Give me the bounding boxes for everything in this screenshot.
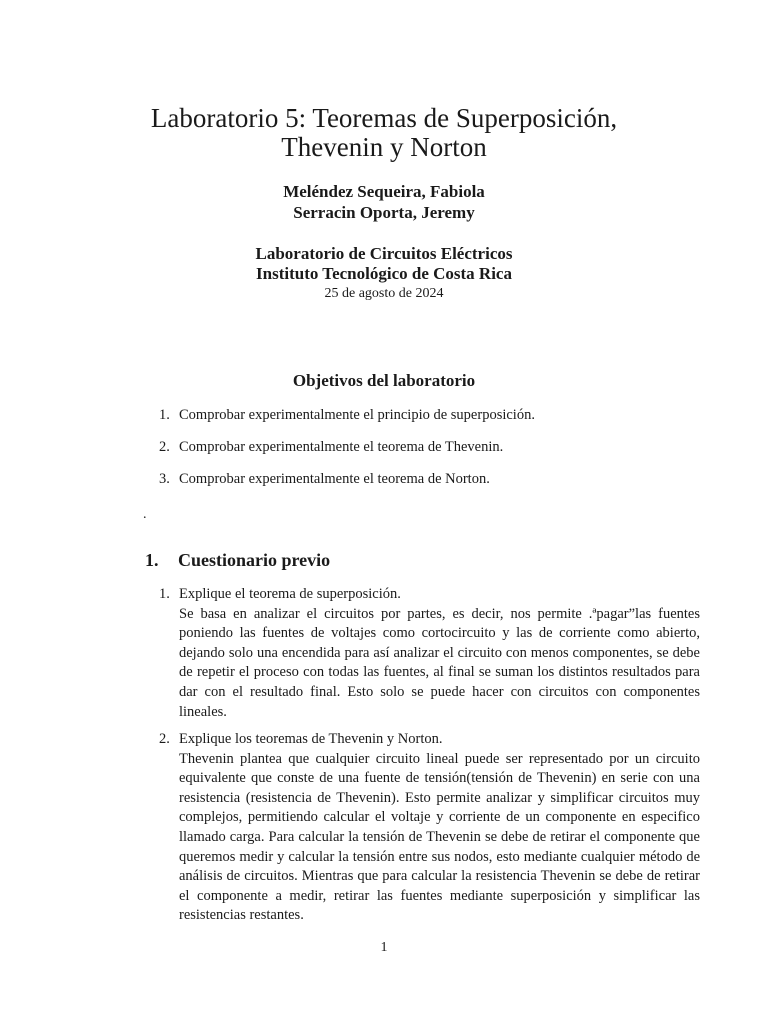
objective-item [145,470,700,490]
section-number: 1. [145,550,159,570]
objectives-heading: Objetivos del laboratorio [292,371,476,390]
answer-text: Se basa en analizar el circuitos por partes, es decir, nos permite .ªpagar”las fuentes poniendo las fuentes de voltajes como cortocircuito y las de corriente como abierto, dejando solo una encendida para así analizar el circuito con menos componentes, se debe de repetir el proceso con todas las fuentes, al final se suman los distintos resultados para dar con el resultado final. Esto solo se puede hacer con circuitos con componentes lineales. [179,605,700,720]
question-body [179,585,700,722]
objective-item [145,406,700,426]
author-list [60,181,708,223]
author-name: Serracin Oporta, Jeremy [293,203,475,222]
author-name: Meléndez Sequeira, Fabiola [283,182,485,201]
page-number: 1 [380,940,388,955]
question-body [179,730,700,926]
objective-text: Comprobar experimentalmente el principio de superposición. [179,407,535,423]
affiliation [60,244,708,284]
section-title: Cuestionario previo [178,550,331,570]
stray-period: . [143,507,147,522]
question-item [145,730,700,926]
question-item [145,585,700,722]
objective-number: 1. [159,407,170,423]
paper-date: 25 de agosto de 2024 [324,286,444,301]
question-text: Explique los teoremas de Thevenin y Norton. [179,731,443,747]
section-heading [145,548,330,572]
title-line-2: Thevenin y Norton [281,132,487,162]
affiliation-line-1: Laboratorio de Circuitos Eléctricos [255,244,513,263]
objective-item [145,438,700,458]
question-number: 2. [159,731,170,747]
objective-text: Comprobar experimentalmente el teorema de Norton. [179,471,490,487]
paper-title [60,104,708,162]
objective-number: 2. [159,439,170,455]
objective-text: Comprobar experimentalmente el teorema de Thevenin. [179,439,504,455]
question-number: 1. [159,586,170,602]
question-text: Explique el teorema de superposición. [179,586,401,602]
title-line-1: Laboratorio 5: Teoremas de Superposición, [150,103,618,133]
objective-number: 3. [159,471,170,487]
affiliation-line-2: Instituto Tecnológico de Costa Rica [256,264,512,283]
answer-text: Thevenin plantea que cualquier circuito lineal puede ser representado por un circuito equivalente que conste de una fuente de tensión(tensión de Thevenin) en serie con una resistencia (resistencia de Thevenin). Esto permite analizar y simplificar circuitos muy complejos, permitiendo calcular el voltaje y corriente de un componente en especifico llamado carga. Para calcular la tensión de Thevenin se debe de retirar el componente que queremos medir y calcular la tensión entre sus nodos, esto mediante cualquier método de análisis de circuitos. Mientras que para calcular la resistencia Thevenin se debe de retirar el componente a medir, retirar las fuentes mediante superposición y simplificar las resistencias restantes. [179,750,700,924]
